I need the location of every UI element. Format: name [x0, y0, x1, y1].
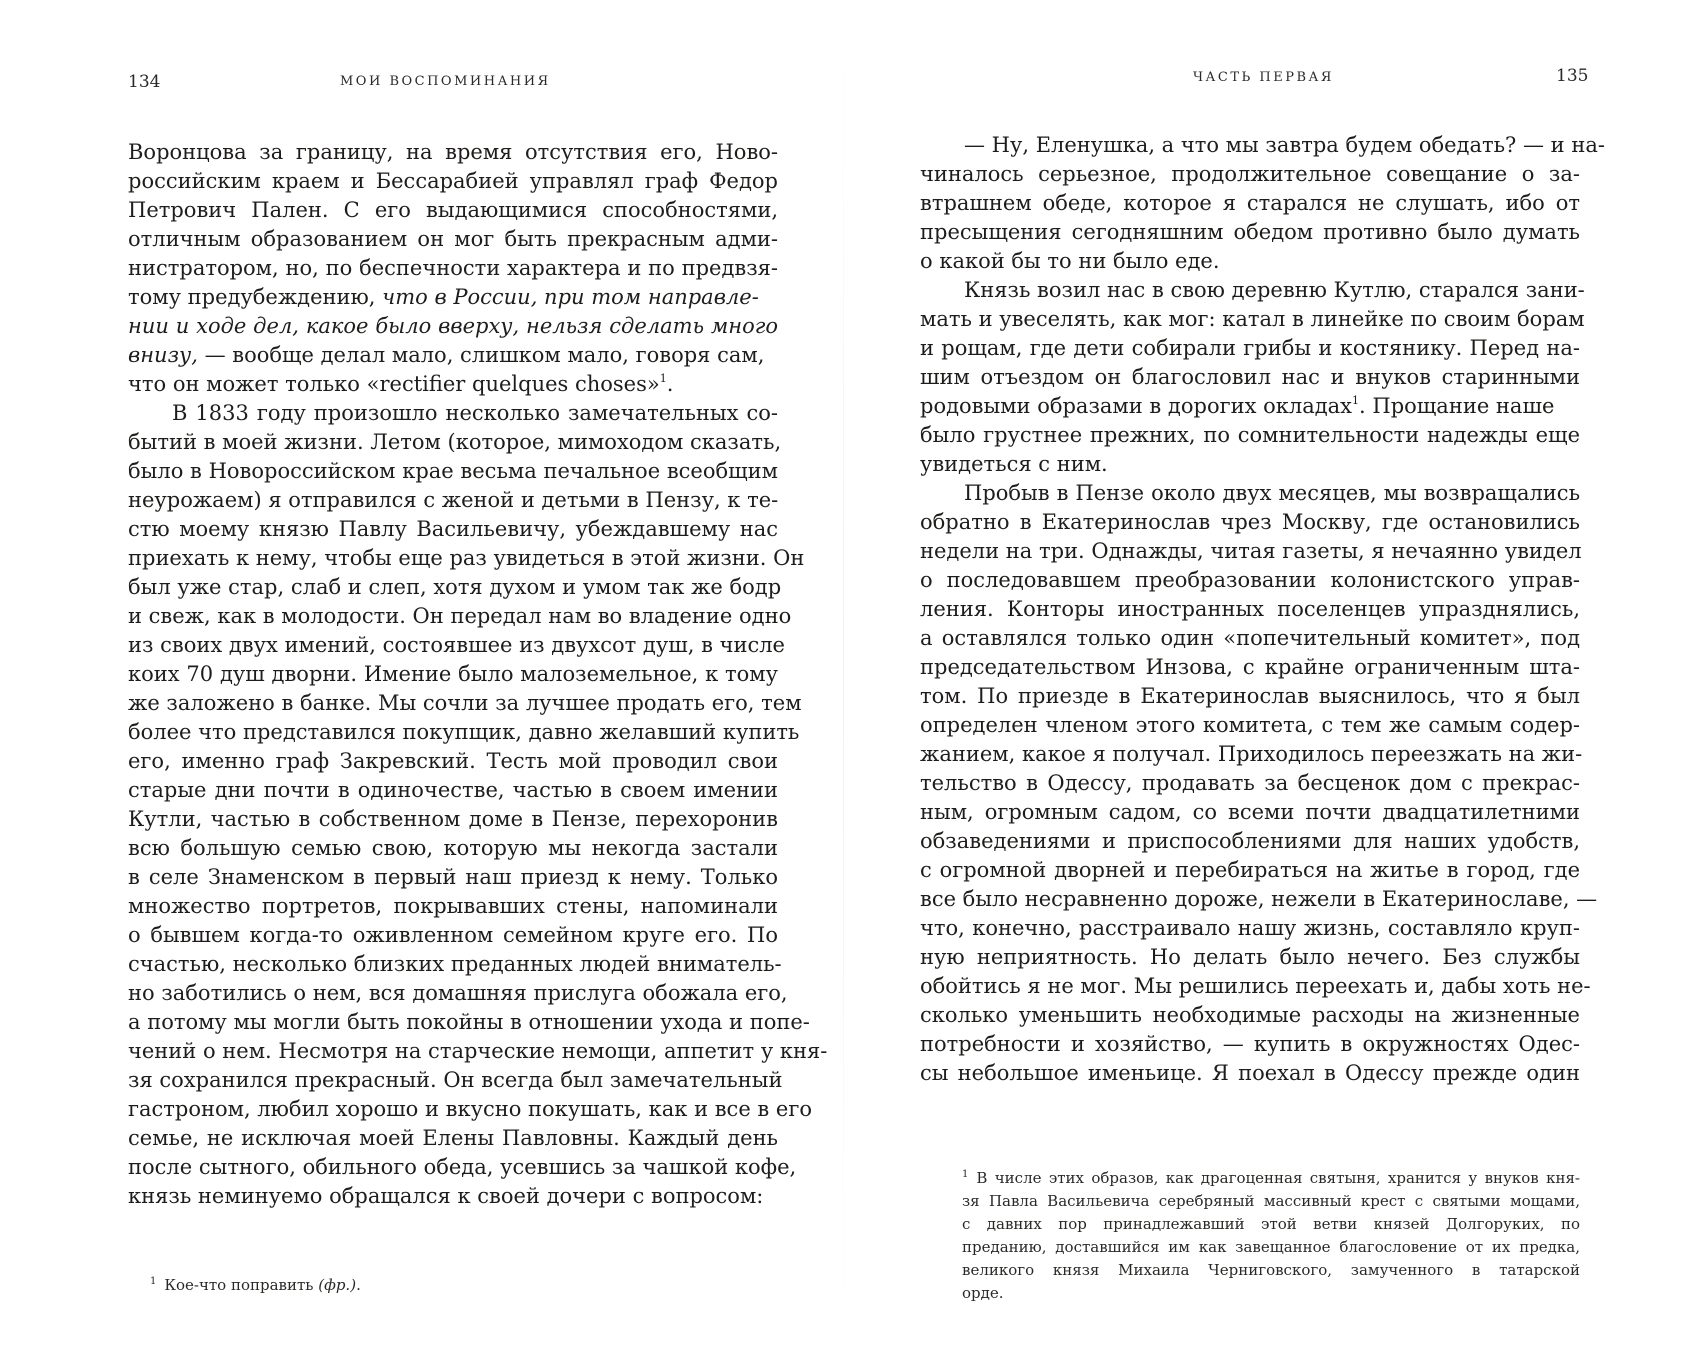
running-head: МОИ ВОСПОМИНАНИЯ	[340, 74, 551, 89]
text-line: увидеться с ним.	[920, 452, 1108, 476]
footnote-italic: (фр.)	[318, 1276, 357, 1294]
text-line: чиналось серьезное, продолжительное совещание о за-	[920, 162, 1580, 186]
text-line: же заложено в банке. Мы сочли за лучшее продать его, тем	[128, 691, 802, 715]
text-line: Пробыв в Пензе около двух месяцев, мы возвращались	[964, 481, 1580, 505]
footnote-mark: 1	[962, 1169, 969, 1180]
footnote-ref: 1	[659, 372, 667, 385]
text-line: втрашнем обеде, которое я старался не слушать, ибо от	[920, 191, 1580, 215]
text-line: чений о нем. Несмотря на старческие немощи, аппетит у кня-	[128, 1039, 828, 1063]
text-line: потребности и хозяйство, — купить в окружностях Одес-	[920, 1032, 1580, 1056]
text-line: неурожаем) я отправился с женой и детьми в Пензу, к те-	[128, 488, 779, 512]
text-line: из своих двух имений, состоявшее из двухсот душ, в числе	[128, 633, 785, 657]
text-line: старые дни почти в одиночестве, частью в своем имении	[128, 778, 778, 802]
running-head: ЧАСТЬ ПЕРВАЯ	[1193, 70, 1334, 85]
body-text	[920, 131, 1605, 1088]
text-span: тому предубеждению,	[128, 285, 383, 309]
text-line: его, именно граф Закревский. Тесть мой проводил свои	[128, 749, 778, 773]
footnote-line: зя Павла Васильевича серебряный массивный крест с святыми мощами,	[962, 1192, 1580, 1210]
text-line: гастроном, любил хорошо и вкусно покушать, как и все в его	[128, 1097, 812, 1121]
text-line: что, конечно, расстраивало нашу жизнь, составляло круп-	[920, 916, 1580, 940]
footnote-line: орде.	[962, 1284, 1004, 1302]
footnote-line: преданию, доставшийся им как завещанное благословение от их предка,	[962, 1238, 1580, 1256]
text-line: Кутли, частью в собственном доме в Пензе, перехоронив	[128, 807, 778, 831]
text-line: отличным образованием он мог быть прекрасным адми-	[128, 227, 778, 251]
text-line: обойтись я не мог. Мы решились переехать и, дабы хоть не-	[920, 974, 1591, 998]
footnote-end: .	[356, 1276, 361, 1294]
text-line: ным, огромным садом, со всеми почти двадцатилетними	[920, 800, 1580, 824]
footnote-line: великого князя Михаила Черниговского, замученного в татарской	[962, 1261, 1580, 1279]
text-line: все было несравненно дороже, нежели в Екатеринославе, —	[920, 887, 1598, 911]
footnote	[962, 1163, 1580, 1305]
text-line: было грустнее прежних, по сомнительности надежды еще	[920, 423, 1580, 447]
text-line: тельство в Одессу, продавать за бесценок дом с прекрас-	[920, 771, 1580, 795]
text-line: князь неминуемо обращался к своей дочери с вопросом:	[128, 1184, 764, 1208]
body-text	[128, 138, 828, 1211]
text-line: бытий в моей жизни. Летом (которое, мимоходом сказать,	[128, 430, 782, 454]
text-line: всю большую семью свою, которую мы некогда застали	[128, 836, 778, 860]
text-line: определен членом этого комитета, с тем же самым содер-	[920, 713, 1580, 737]
text-line	[128, 341, 778, 370]
text-line: в селе Знаменском в первый наш приезд к нему. Только	[128, 865, 778, 889]
text-line: более что представился покупщик, давно желавший купить	[128, 720, 800, 744]
text-line: нии и ходе дел, какое было вверху, нельзя сделать много	[128, 314, 778, 338]
text-line: и свеж, как в молодости. Он передал нам во владение одно	[128, 604, 792, 628]
text-line	[920, 392, 1580, 421]
text-line: обзаведениями и приспособлениями для наших удобств,	[920, 829, 1580, 853]
text-line: Петрович Пален. С его выдающимися способностями,	[128, 198, 778, 222]
text-line: жанием, какое я получал. Приходилось переезжать на жи-	[920, 742, 1583, 766]
text-line: о бывшем когда-то оживленном семейном круге его. По	[128, 923, 778, 947]
text-line	[128, 370, 778, 399]
text-line: ную неприятность. Но делать было нечего. Без службы	[920, 945, 1580, 969]
text-line: а потому мы могли быть покойны в отношении ухода и попе-	[128, 1010, 810, 1034]
text-span: — вообще делал мало, слишком мало, говоря сам,	[197, 343, 765, 367]
footnote-text: В числе этих образов, как драгоценная святыня, хранится у внуков кня-	[976, 1169, 1580, 1187]
right-page	[843, 0, 1686, 1359]
text-line: коих 70 душ дворни. Имение было малоземельное, к тому	[128, 662, 778, 686]
text-line: был уже стар, слаб и слеп, хотя духом и умом так же бодр	[128, 575, 782, 599]
text-line: недели на три. Однажды, читая газеты, я нечаянно увидел	[920, 539, 1582, 563]
text-line: а оставлялся только один «попечительный комитет», под	[920, 626, 1580, 650]
page-number: 134	[128, 72, 161, 92]
footnote	[150, 1270, 770, 1297]
text-line: нистратором, но, по беспечности характера и по предвзя-	[128, 256, 778, 280]
footnote-text: Кое-что поправить	[164, 1276, 319, 1294]
text-span: что он может только «rectifier quelques choses»	[128, 372, 660, 396]
text-line: о какой бы то ни было еде.	[920, 249, 1220, 273]
text-line: с огромной дворней и перебираться на житье в город, где	[920, 858, 1580, 882]
footnote-mark: 1	[150, 1276, 157, 1287]
text-line: но заботились о нем, вся домашняя прислуга обожала его,	[128, 981, 788, 1005]
text-span: . Прощание наше	[1359, 394, 1555, 418]
text-line: ления. Конторы иностранных поселенцев упразднялись,	[920, 597, 1580, 621]
text-line: пресыщения сегодняшним обедом противно было думать	[920, 220, 1580, 244]
text-line: сы небольшое именьице. Я поехал в Одессу прежде один	[920, 1061, 1580, 1085]
text-line: том. По приезде в Екатеринослав выяснилось, что я был	[920, 684, 1580, 708]
text-line: В 1833 году произошло несколько замечательных со-	[172, 401, 778, 425]
text-line: мать и увеселять, как мог: катал в линейке по своим борам	[920, 307, 1585, 331]
page-number: 135	[1556, 66, 1589, 86]
footnote-ref: 1	[1352, 394, 1360, 407]
text-line: сколько уменьшить необходимые расходы на жизненные	[920, 1003, 1580, 1027]
text-line: семье, не исключая моей Елены Павловны. Каждый день	[128, 1126, 778, 1150]
text-span: родовыми образами в дорогих окладах	[920, 394, 1353, 418]
footnote-line: с давних пор принадлежавший этой ветви князей Долгоруких, по	[962, 1215, 1580, 1233]
text-line: российским краем и Бессарабией управлял граф Федор	[128, 169, 778, 193]
text-line: Воронцова за границу, на время отсутствия его, Ново-	[128, 140, 778, 164]
text-line: было в Новороссийском крае весьма печальное всеобщим	[128, 459, 778, 483]
text-line: и рощам, где дети собирали грибы и костянику. Перед на-	[920, 336, 1580, 360]
footnote-line	[150, 1270, 770, 1297]
text-line: стю моему князю Павлу Васильевичу, убеждавшему нас	[128, 517, 778, 541]
italic-span: что в России, при том направле-	[382, 285, 759, 309]
text-line: шим отъездом он благословил нас и внуков старинными	[920, 365, 1580, 389]
text-line: о последовавшем преобразовании колонистского управ-	[920, 568, 1580, 592]
italic-span: внизу,	[128, 343, 198, 367]
text-line: приехать к нему, чтобы еще раз увидеться в этой жизни. Он	[128, 546, 805, 570]
footnote-line	[962, 1163, 1580, 1190]
text-line: после сытного, обильного обеда, усевшись за чашкой кофе,	[128, 1155, 797, 1179]
text-line: зя сохранился прекрасный. Он всегда был замечательный	[128, 1068, 783, 1092]
text-line: — Ну, Еленушка, а что мы завтра будем обедать? — и на-	[964, 133, 1605, 157]
text-line: обратно в Екатеринослав чрез Москву, где остановились	[920, 510, 1580, 534]
text-line	[128, 283, 778, 312]
text-span: .	[666, 372, 674, 396]
text-line: председательством Инзова, с крайне ограниченным шта-	[920, 655, 1580, 679]
text-line: Князь возил нас в свою деревню Кутлю, старался зани-	[964, 278, 1585, 302]
text-line: множество портретов, покрывавших стены, напоминали	[128, 894, 778, 918]
text-line: счастью, несколько близких преданных людей вниматель-	[128, 952, 782, 976]
